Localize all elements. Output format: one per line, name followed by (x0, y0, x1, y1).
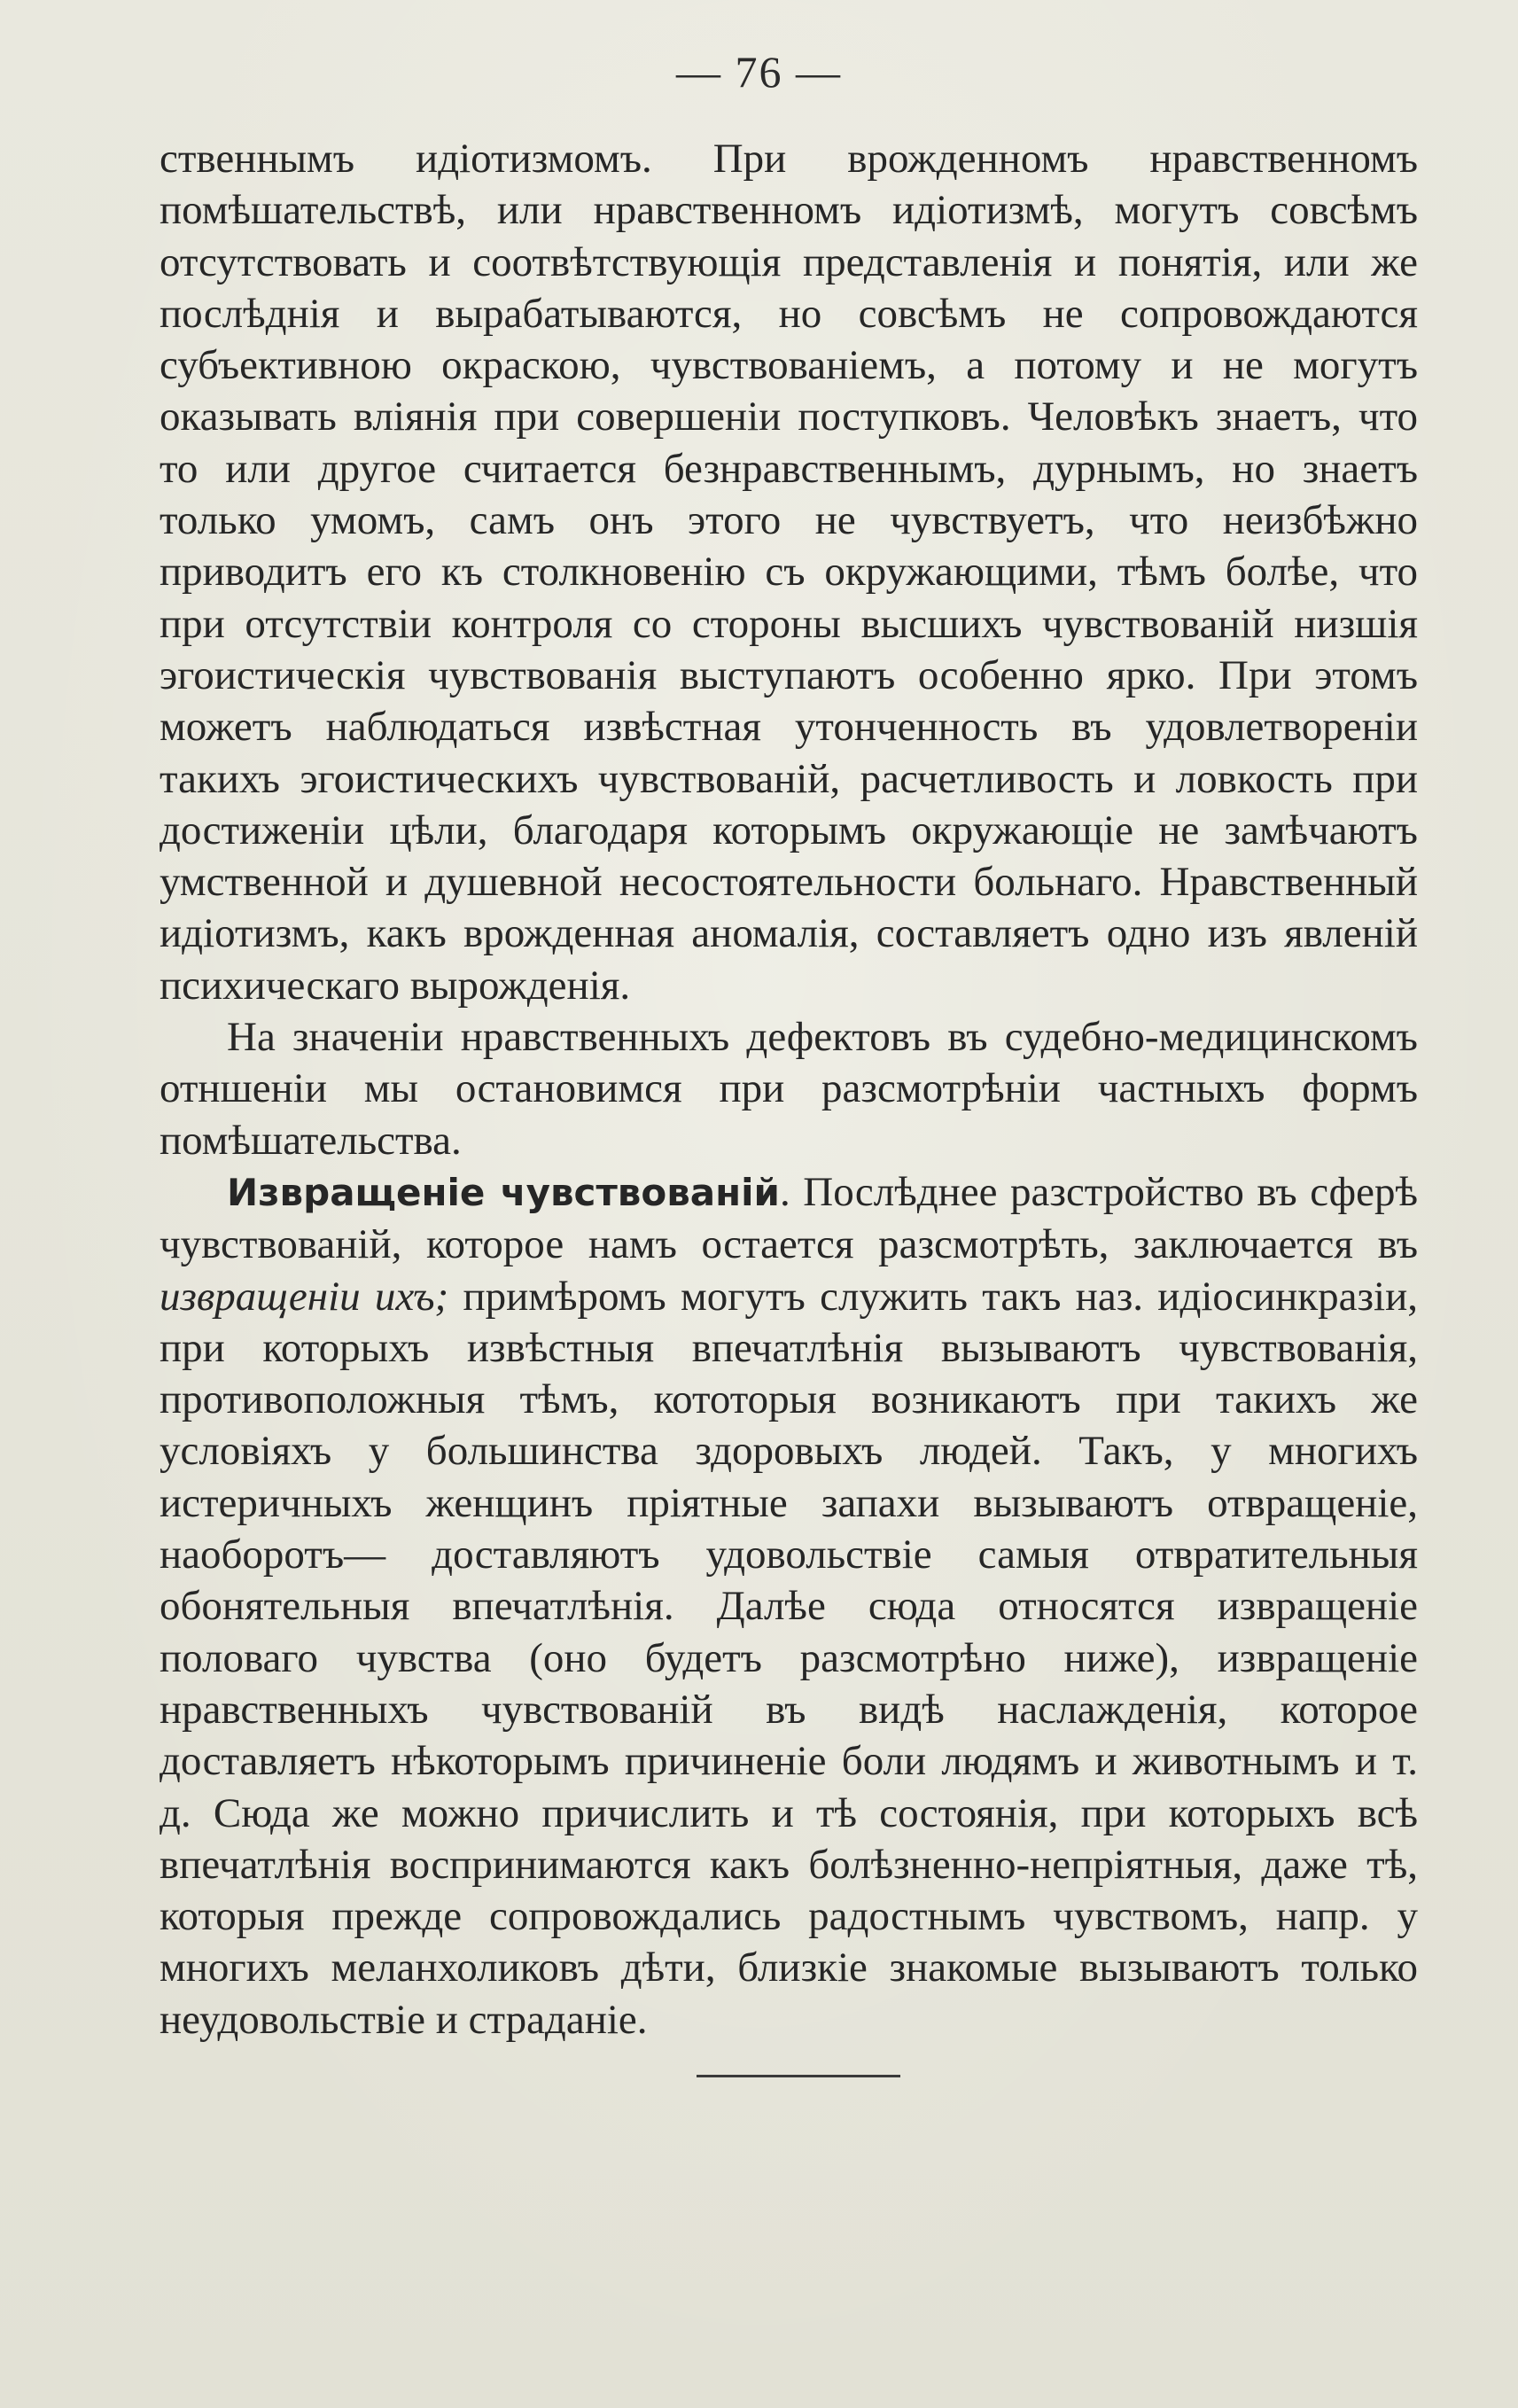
page-number: — 76 — (676, 47, 842, 97)
section-heading: Извращеніе чувствованій (227, 1170, 780, 1214)
paragraph-perversion-of-feelings (160, 1166, 1418, 2046)
italic-term: извращеніи ихъ; (160, 1273, 449, 1320)
paragraph-text-part: примѣромъ могутъ служить такъ наз. идіосинкразіи, при которыхъ извѣстныя впечатлѣнія вызываютъ чувствованія, противоположныя тѣмъ, кототорыя возникаютъ при такихъ же условіяхъ у большинства здоровыхъ людей. Такъ, у многихъ истеричныхъ женщинъ пріятные запахи вызываютъ отвращеніе, наоборотъ— доставляютъ удовольствіе самыя отвратительныя обонятельныя впечатлѣнія. Далѣе сюда относятся извращеніе половаго чувства (оно будетъ разсмотрѣно ниже), извращеніе нравственныхъ чувствованій въ видѣ наслажденія, которое доставляетъ нѣкоторымъ причиненіе боли людямъ и животнымъ и т. д. Сюда же можно причислить и тѣ состоянія, при которыхъ всѣ впечатлѣнія воспринимаются какъ болѣзненно-непріятныя, даже тѣ, которыя прежде сопровождались радостнымъ чувствомъ, напр. у многихъ меланхоликовъ дѣти, близкіе знакомые вызываютъ только неудовольствіе и страданіе. (160, 1273, 1418, 2043)
paragraph-text-part: . Послѣднее разстройство въ сферѣ чувствованій, которое намъ остается разсмотрѣть, заключается въ (160, 1168, 1418, 1268)
closing-rule (697, 2075, 900, 2077)
body-text (160, 133, 1418, 2046)
paragraph-moral-idiocy: ственнымъ идіотизмомъ. При врожденномъ нравственномъ помѣшательствѣ, или нравственномъ идіотизмѣ, могутъ совсѣмъ отсутствовать и соотвѣтствующія представленія и понятія, или же послѣднія и вырабатываются, но совсѣмъ не сопровождаются субъективною окраскою, чувствованіемъ, а потому и не могутъ оказывать вліянія при совершеніи поступковъ. Человѣкъ знаетъ, что то или другое считается безнравственнымъ, дурнымъ, но знаетъ только умомъ, самъ онъ этого не чувствуетъ, что неизбѣжно приводитъ его къ столкновенію съ окружающими, тѣмъ болѣе, что при отсутствіи контроля со стороны высшихъ чувствованій низшія эгоистическія чувствованія выступаютъ особенно ярко. При этомъ можетъ наблюдаться извѣстная утонченность въ удовлетвореніи такихъ эгоистическихъ чувствованій, расчетливость и ловкость при достиженіи цѣли, благодаря которымъ окружающіе не замѣчаютъ умственной и душевной несостоятельности больнаго. Нравственный идіотизмъ, какъ врожденная аномалія, составляетъ одно изъ явленій психическаго вырожденія. (160, 136, 1418, 1009)
paragraph-forensic-note: На значеніи нравственныхъ дефектовъ въ судебно-медицинскомъ отншеніи мы остановимся при разсмотрѣніи частныхъ формъ помѣшательства. (160, 1014, 1418, 1164)
